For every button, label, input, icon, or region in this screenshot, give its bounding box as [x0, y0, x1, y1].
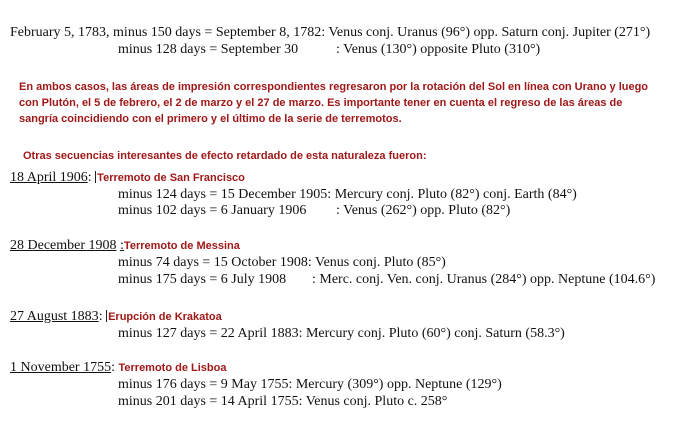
event-sanfrancisco-header: [10, 170, 245, 186]
event-lisboa-header: [10, 360, 226, 376]
event-lisboa-line-1: minus 176 days = 9 May 1755: Mercury (309°) opp. Neptune (129°): [118, 377, 502, 392]
note-line-1: En ambos casos, las áreas de impresión correspondientes regresaron por la rotación del Sol en línea con Urano y luego: [19, 81, 649, 93]
event-date: 27 August 1883: [10, 309, 99, 324]
event-date-separator: :: [87, 170, 92, 185]
event-date: 18 April 1906: [10, 170, 88, 185]
event-sanfrancisco-line-1: minus 124 days = 15 December 1905: Mercury conj. Pluto (82°) conj. Earth (84°): [118, 187, 577, 202]
text-cursor-icon: [106, 310, 107, 322]
event-date-separator: :: [120, 238, 124, 253]
event-lisboa-line-2: minus 201 days = 14 April 1755: Venus conj. Pluto c. 258°: [118, 394, 448, 409]
section-heading: Otras secuencias interesantes de efecto retardado de esta naturaleza fueron:: [23, 150, 427, 162]
event-date-separator: :: [111, 360, 115, 375]
event-label: Terremoto de Messina: [123, 240, 240, 252]
event-date: 28 December 1908: [10, 238, 117, 253]
event-label: Terremoto de San Francisco: [97, 172, 245, 184]
event-krakatoa-line-1: minus 127 days = 22 April 1883: Mercury conj. Pluto (60°) conj. Saturn (58.3°): [118, 326, 565, 341]
event-sanfrancisco-line-2a: minus 102 days = 6 January 1906: [118, 203, 307, 218]
note-line-2: con Plutón, el 5 de febrero, el 2 de marzo y el 27 de marzo. Es importante tener en cuenta el regreso de las áreas de: [19, 97, 623, 109]
event-messina-line-2b: : Merc. conj. Ven. conj. Uranus (284°) opp. Neptune (104.6°): [312, 272, 656, 287]
event-messina-line-1: minus 74 days = 15 October 1908: Venus conj. Pluto (85°): [118, 255, 446, 270]
event-label: Erupción de Krakatoa: [108, 311, 222, 323]
event-label: Terremoto de Lisboa: [118, 362, 227, 374]
intro-line-1: February 5, 1783, minus 150 days = September 8, 1782: Venus conj. Uranus (96°) opp. Saturn conj. Jupiter (271°): [10, 25, 651, 40]
intro-line-2-right: : Venus (130°) opposite Pluto (310°): [336, 42, 541, 57]
intro-line-2-left: minus 128 days = September 30: [118, 42, 299, 57]
event-krakatoa-header: [10, 309, 222, 325]
event-sanfrancisco-line-2b: : Venus (262°) opp. Pluto (82°): [336, 203, 511, 218]
note-line-3: sangría coincidiendo con el primero y el último de la serie de terremotos.: [19, 113, 402, 125]
event-date: 1 November 1755: [10, 360, 112, 375]
event-date-separator: :: [98, 309, 103, 324]
event-messina-header: [10, 238, 240, 254]
event-messina-line-2a: minus 175 days = 6 July 1908: [118, 272, 287, 287]
